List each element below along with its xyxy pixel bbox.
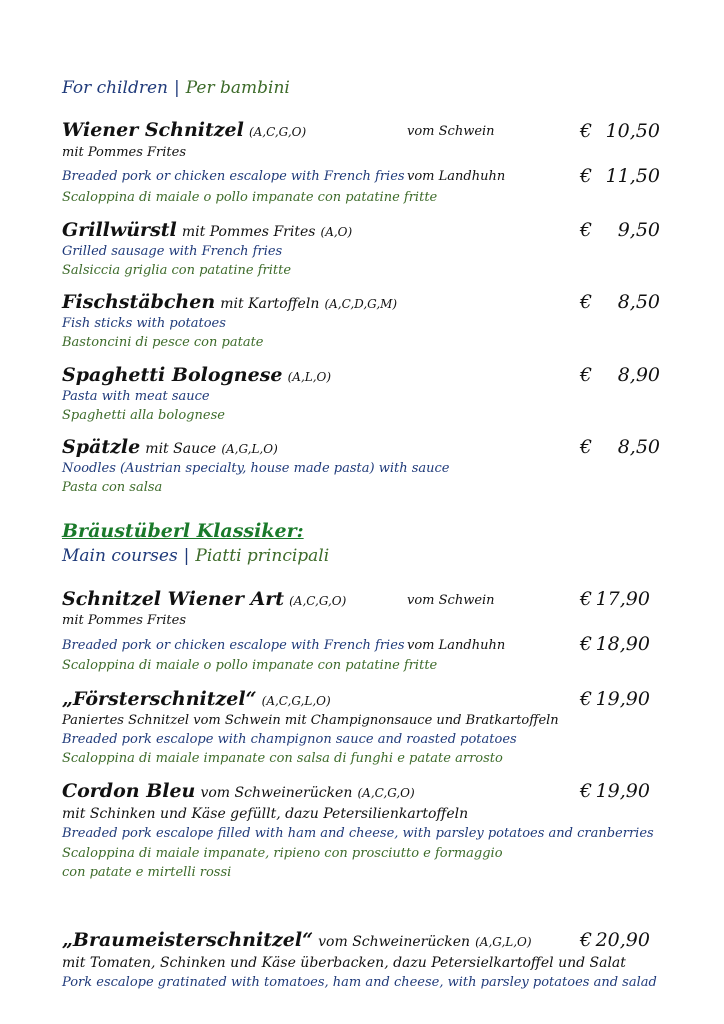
menu-item-cordon-bleu xyxy=(62,780,415,802)
description-en: Pasta with meat sauce xyxy=(62,389,210,404)
dish-name: Fischstäbchen xyxy=(62,291,216,313)
description-en: Fish sticks with potatoes xyxy=(62,316,226,331)
allergen-codes: (A,C,G,O) xyxy=(289,594,347,608)
description-it: Scaloppina di maiale impanate con salsa di funghi e patate arrosto xyxy=(62,751,503,766)
currency-symbol: € xyxy=(580,929,593,951)
dish-name: „Försterschnitzel“ xyxy=(62,688,257,710)
currency-symbol: € xyxy=(580,588,593,610)
allergen-codes: (A,C,G,O) xyxy=(357,786,415,800)
section-header-children xyxy=(62,78,290,98)
currency-symbol: € xyxy=(580,436,593,458)
price: 8,50 xyxy=(617,291,660,313)
currency-symbol: € xyxy=(580,291,593,313)
dish-name: Spaghetti Bolognese xyxy=(62,364,283,386)
section-header-main-courses xyxy=(62,546,329,566)
description-de: mit Pommes Frites xyxy=(62,613,187,628)
section-separator: | xyxy=(174,78,180,98)
origin-label: vom Landhuhn xyxy=(407,638,506,653)
dish-name: Cordon Bleu xyxy=(62,780,196,802)
allergen-codes: (A,G,L,O) xyxy=(221,442,278,456)
dish-name: Schnitzel Wiener Art xyxy=(62,588,284,610)
description-it: Scaloppina di maiale o pollo impanate con patatine fritte xyxy=(62,658,438,673)
dish-name: „Braumeisterschnitzel“ xyxy=(62,929,314,951)
currency-symbol: € xyxy=(580,120,593,142)
dish-addon: vom Schweinerücken xyxy=(318,934,471,950)
price: 11,50 xyxy=(605,165,660,187)
price: 9,50 xyxy=(617,219,660,241)
origin-label: vom Schwein xyxy=(407,124,495,139)
origin-label: vom Landhuhn xyxy=(407,169,506,184)
price: 8,90 xyxy=(617,364,660,386)
menu-item-grillwurstl xyxy=(62,219,352,241)
section-title-it: Per bambini xyxy=(185,78,290,98)
description-en: Breaded pork or chicken escalope with French fries xyxy=(62,638,405,653)
description-en: Breaded pork escalope filled with ham and cheese, with parsley potatoes and cranberries xyxy=(62,826,654,841)
price: 10,50 xyxy=(605,120,660,142)
dish-addon: mit Sauce xyxy=(145,441,217,457)
description-it: Salsiccia griglia con patatine fritte xyxy=(62,263,292,278)
description-it: Scaloppina di maiale impanate, ripieno con prosciutto e formaggio xyxy=(62,846,503,861)
allergen-codes: (A,G,L,O) xyxy=(475,935,532,949)
description-en: Noodles (Austrian specialty, house made pasta) with sauce xyxy=(62,461,450,476)
price: 8,50 xyxy=(617,436,660,458)
section-title-it: Piatti principali xyxy=(195,546,330,566)
dish-name: Spätzle xyxy=(62,436,141,458)
menu-item-spatzle xyxy=(62,436,278,458)
description-it: Pasta con salsa xyxy=(62,480,163,495)
price: 19,90 xyxy=(595,780,650,802)
description-en: Breaded pork escalope with champignon sauce and roasted potatoes xyxy=(62,732,517,747)
dish-name: Grillwürstl xyxy=(62,219,177,241)
dish-name: Wiener Schnitzel xyxy=(62,119,244,141)
menu-item-forsterschnitzel xyxy=(62,688,331,710)
currency-symbol: € xyxy=(580,219,593,241)
menu-item-schnitzel-wiener-art xyxy=(62,588,346,610)
description-it: Scaloppina di maiale o pollo impanate con patatine fritte xyxy=(62,190,438,205)
description-de: mit Pommes Frites xyxy=(62,145,187,160)
description-de: mit Schinken und Käse gefüllt, dazu Petersilienkartoffeln xyxy=(62,806,469,822)
description-de: mit Tomaten, Schinken und Käse überbacken, dazu Petersielkartoffel und Salat xyxy=(62,955,626,971)
description-en: Breaded pork or chicken escalope with French fries xyxy=(62,169,405,184)
currency-symbol: € xyxy=(580,364,593,386)
description-de: Paniertes Schnitzel vom Schwein mit Champignonsauce und Bratkartoffeln xyxy=(62,713,559,728)
currency-symbol: € xyxy=(580,780,593,802)
allergen-codes: (A,L,O) xyxy=(287,370,332,384)
menu-item-spaghetti-bolognese xyxy=(62,364,331,386)
menu-item-braumeisterschnitzel xyxy=(62,929,532,951)
description-it: Bastoncini di pesce con patate xyxy=(62,335,264,350)
currency-symbol: € xyxy=(580,688,593,710)
description-it: Spaghetti alla bolognese xyxy=(62,408,225,423)
section-title-en: For children xyxy=(62,78,168,98)
allergen-codes: (A,C,G,O) xyxy=(248,125,307,139)
price: 18,90 xyxy=(595,633,650,655)
allergen-codes: (A,O) xyxy=(320,225,353,239)
section-heading-klassiker: Bräustüberl Klassiker: xyxy=(62,520,304,542)
price: 20,90 xyxy=(595,929,650,951)
allergen-codes: (A,C,D,G,M) xyxy=(324,297,398,311)
allergen-codes: (A,C,G,L,O) xyxy=(261,694,331,708)
price: 17,90 xyxy=(595,588,650,610)
origin-label: vom Schwein xyxy=(407,593,495,608)
section-separator: | xyxy=(183,546,190,566)
currency-symbol: € xyxy=(580,633,593,655)
description-en: Pork escalope gratinated with tomatoes, ham and cheese, with parsley potatoes and salad xyxy=(62,975,657,990)
dish-addon: mit Kartoffeln xyxy=(220,296,320,312)
menu-item-fischstabchen xyxy=(62,291,397,313)
dish-addon: mit Pommes Frites xyxy=(181,224,316,240)
currency-symbol: € xyxy=(580,165,593,187)
section-title-en: Main courses xyxy=(62,546,178,566)
description-en: Grilled sausage with French fries xyxy=(62,244,283,259)
menu-item-wiener-schnitzel xyxy=(62,119,306,141)
price: 19,90 xyxy=(595,688,650,710)
description-it-continued: con patate e mirtelli rossi xyxy=(62,865,232,880)
dish-addon: vom Schweinerücken xyxy=(200,785,353,801)
